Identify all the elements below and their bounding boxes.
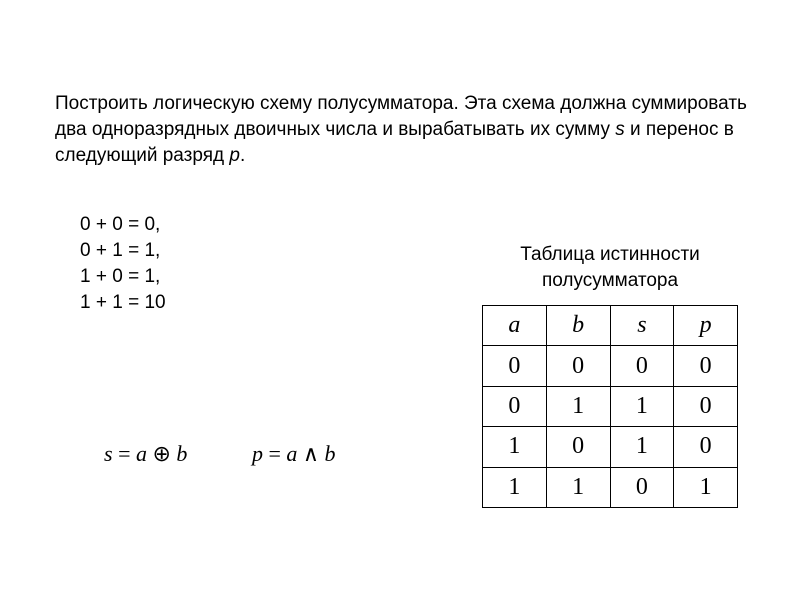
table-cell: 0: [546, 427, 610, 467]
task-text-part-2: и перенос в следующий разряд: [55, 119, 734, 166]
variable-s: s: [615, 119, 625, 140]
table-cell: 1: [610, 427, 674, 467]
table-cell: 1: [483, 467, 547, 507]
and-operator: ∧: [302, 441, 320, 466]
truth-table-title: Таблица истинности полусумматора: [520, 244, 700, 291]
sum-line: 1 + 1 = 10: [80, 292, 166, 313]
xor-operator: ⊕: [152, 441, 171, 466]
table-row: [483, 386, 738, 426]
task-text-part-3: .: [239, 145, 246, 166]
carry-formula: p = a ∧ b: [252, 441, 336, 466]
truth-table: [482, 305, 738, 508]
table-cell: 0: [674, 427, 738, 467]
table-cell: 1: [610, 386, 674, 426]
sum-line: 0 + 1 = 1,: [80, 240, 161, 261]
table-row: [483, 467, 738, 507]
header-cell: b: [546, 306, 610, 346]
table-cell: 1: [546, 467, 610, 507]
table-cell: 0: [610, 467, 674, 507]
table-cell: 0: [610, 346, 674, 386]
table-row: [483, 427, 738, 467]
table-cell: 0: [483, 346, 547, 386]
variable-p: p: [229, 145, 240, 166]
sum-line: 0 + 0 = 0,: [80, 214, 161, 235]
sum-formula: s = a ⊕ b: [104, 441, 188, 466]
table-row: [483, 346, 738, 386]
table-cell: 0: [674, 386, 738, 426]
table-cell: 1: [546, 386, 610, 426]
table-cell: 0: [674, 346, 738, 386]
header-cell: p: [674, 306, 738, 346]
task-description: [55, 91, 755, 169]
task-text-part-1: Построить логическую схему полусумматора. Эта схема должна суммировать два одноразрядных двоичных числа и вырабатывать их сумму: [55, 93, 747, 140]
header-cell: a: [483, 306, 547, 346]
sum-line: 1 + 0 = 1,: [80, 266, 161, 287]
header-cell: s: [610, 306, 674, 346]
table-cell: 1: [674, 467, 738, 507]
table-header-row: [483, 306, 738, 346]
table-cell: 1: [483, 427, 547, 467]
binary-sums-list: [80, 212, 166, 316]
table-cell: 0: [483, 386, 547, 426]
table-cell: 0: [546, 346, 610, 386]
